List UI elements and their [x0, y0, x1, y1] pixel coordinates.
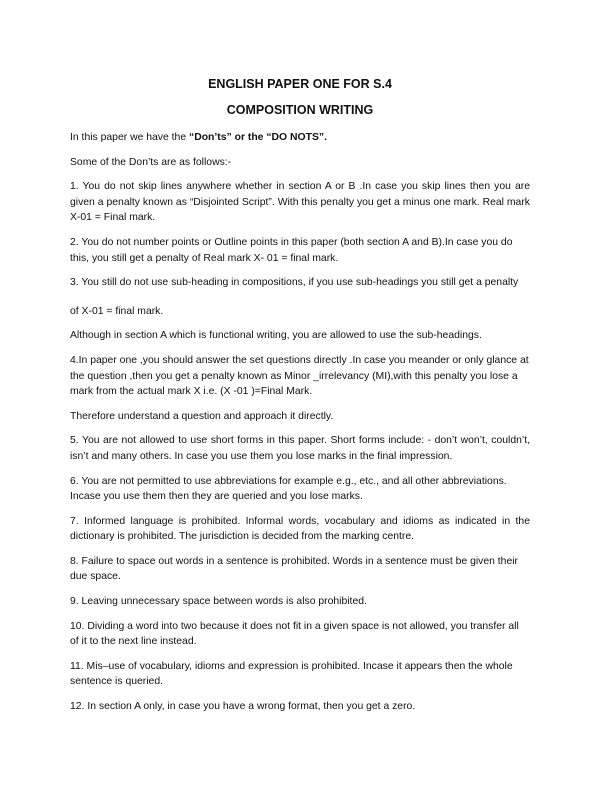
rule-12: 12. In section A only, in case you have a wrong format, then you get a zero. [70, 701, 416, 713]
rule-3: 3. You still do not use sub-heading in compositions, if you use sub-headings you still get a penalty [70, 277, 519, 289]
rule-4: 4.In paper one ,you should answer the set questions directly .In case you meander or only glance at the question ,then you get a penalty known as Minor _irrelevancy (MI),with this penalty you lose a mark from the actual mark X i.e. (X -01 )=Final Mark. [70, 354, 529, 398]
rule-8: 8. Failure to space out words in a sentence is prohibited. Words in a sentence must be given their due space. [70, 555, 519, 583]
document-title: ENGLISH PAPER ONE FOR S.4 [208, 77, 392, 91]
rule-5: 5. You are not allowed to use short forms in this paper. Short forms include: - don’t won’t, couldn’t, isn’t and many others. In case you use them you lose marks in the final impression. [70, 435, 530, 462]
rule-11: 11. Mis–use of vocabulary, idioms and expression is prohibited. Incase it appears then the whole sentence is queried. [70, 660, 513, 688]
rule-9: 9. Leaving unnecessary space between words is also prohibited. [70, 596, 367, 608]
rule-10: 10. Dividing a word into two because it does not fit in a given space is not allowed, you transfer all of it to the next line instead. [70, 620, 519, 648]
intro-paragraph [70, 130, 530, 146]
intro-text: In this paper we have the [70, 132, 189, 143]
rule-2: 2. You do not number points or Outline points in this paper (both section A and B).In case you do this, you still get a penalty of Real mark X- 01 = final mark. [70, 236, 513, 264]
intro-list-lead: Some of the Don’ts are as follows:- [70, 156, 232, 168]
rule-3-continued: of X-01 = final mark. [70, 305, 164, 317]
document-content [70, 76, 530, 724]
intro-bold-text: “Don’ts” or the “DO NOTS”. [189, 132, 327, 143]
rule-6: 6. You are not permitted to use abbreviations for example e.g., etc., and all other abbreviations. Incase you use them then they are queried and you lose marks. [70, 475, 507, 503]
rule-4-note: Therefore understand a question and approach it directly. [70, 410, 334, 422]
rule-1: 1. You do not skip lines anywhere whether in section A or B .In case you skip lines then you are given a penalty known as “Disjointed Script”. With this penalty you get a minus one mark. Real mark X-01 = Final mark. [70, 181, 530, 224]
document-body [70, 130, 530, 715]
document-subtitle: COMPOSITION WRITING [226, 103, 374, 117]
rule-3-note: Although in section A which is functional writing, you are allowed to use the sub-headings. [70, 330, 482, 342]
rule-7: 7. Informed language is prohibited. Informal words, vocabulary and idioms as indicated in the dictionary is prohibited. The jurisdiction is decided from the marking centre. [70, 515, 530, 543]
